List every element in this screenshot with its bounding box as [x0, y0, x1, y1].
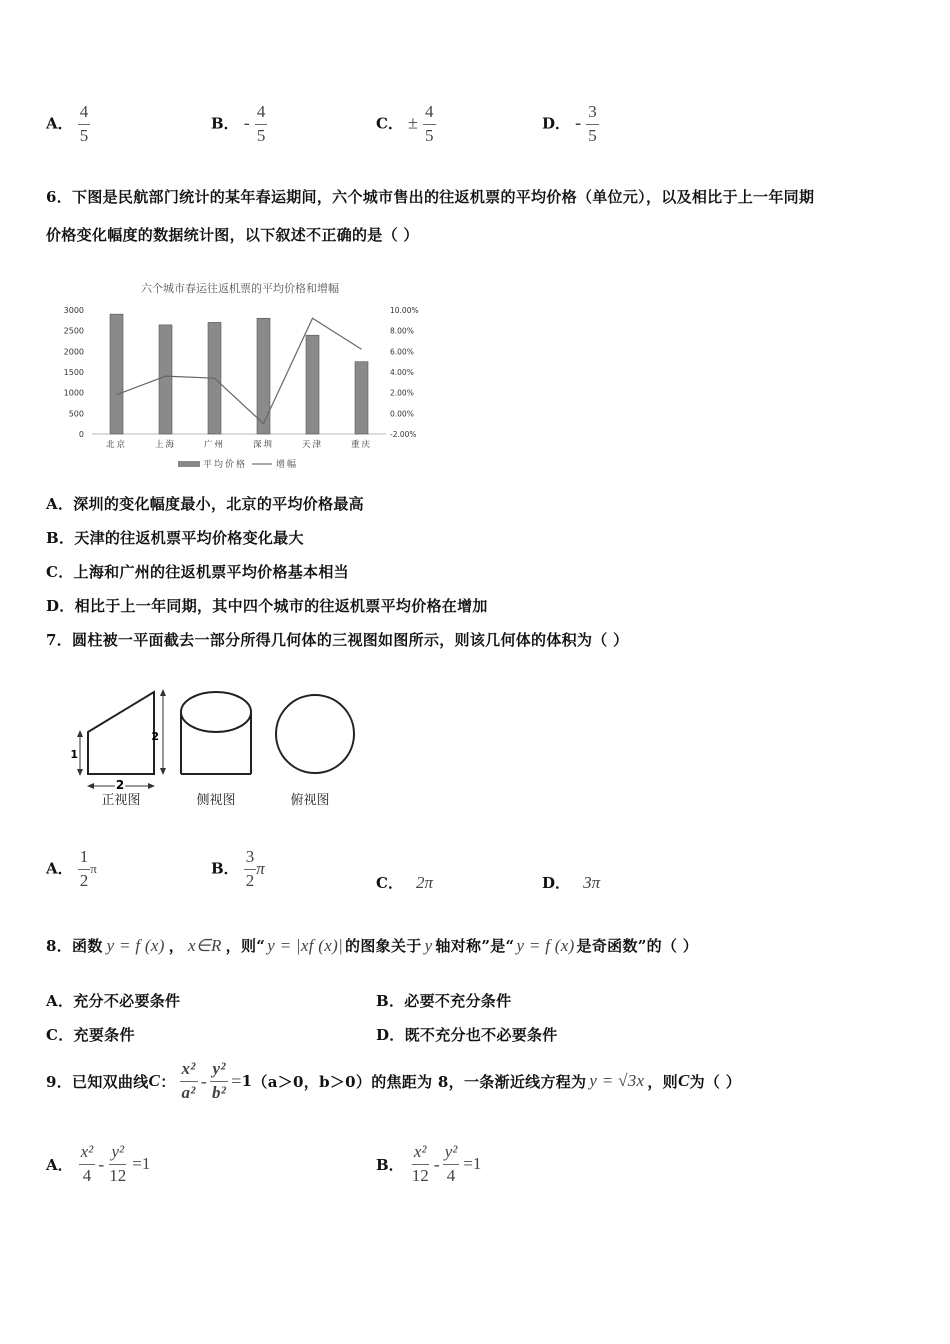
option-letter: A． — [46, 114, 73, 133]
option-letter: B． — [376, 1155, 404, 1174]
q9-text-1: 9．已知双曲线 — [46, 1072, 149, 1091]
q5-option-a — [46, 103, 90, 145]
q6-chart — [56, 276, 436, 476]
rhs: =1 — [463, 1154, 482, 1174]
q9-text-2: ，则 — [647, 1072, 678, 1091]
q8-math-4: y — [424, 936, 433, 955]
category-label: 上海 — [154, 440, 177, 450]
left-tick-label: 2000 — [63, 347, 84, 357]
numerator: y² — [210, 1060, 227, 1082]
growth-line — [117, 318, 362, 423]
q6-option-a — [46, 493, 364, 514]
q5-option-c — [376, 103, 436, 145]
dim-arrow-right — [160, 689, 166, 775]
option-letter: A． — [46, 992, 74, 1010]
q7-option-d — [542, 872, 600, 893]
q7-three-views — [70, 680, 370, 815]
right-tick-label: -2.00% — [390, 430, 417, 439]
legend-line-label: 增幅 — [276, 460, 299, 470]
denominator: 5 — [256, 125, 266, 145]
fraction — [244, 848, 257, 890]
numerator: 3 — [244, 848, 257, 870]
sign: - — [575, 112, 582, 133]
q8-stem — [46, 935, 698, 956]
bar-0 — [110, 314, 123, 434]
chart-legend — [178, 458, 298, 470]
q8-option-d — [376, 1024, 558, 1045]
option-letter: A． — [46, 495, 74, 513]
fraction-x — [410, 1143, 431, 1185]
q7-stem: 7．圆柱被一平面截去一部分所得几何体的三视图如图所示，则该几何体的体积为（ ） — [46, 631, 629, 649]
denominator: b² — [212, 1082, 227, 1102]
q5-option-d — [542, 103, 599, 145]
option-letter: A． — [46, 1155, 73, 1174]
q9-stem — [46, 1060, 741, 1102]
numerator: 4 — [423, 103, 436, 125]
category-label: 深圳 — [252, 440, 275, 450]
option-letter: B． — [211, 859, 239, 878]
fraction-y — [210, 1060, 228, 1102]
fraction-y — [443, 1143, 460, 1185]
side-view-shape — [181, 692, 251, 774]
minus-sign: - — [433, 1153, 440, 1174]
right-tick-label: 10.00% — [390, 306, 419, 315]
q6-stem-line1: 6．下图是民航部门统计的某年春运期间，六个城市售出的往返机票的平均价格（单位元），以及相比于上一年同期 — [46, 188, 815, 206]
q8-text-2: ， — [168, 937, 185, 955]
option-letter: D． — [376, 1026, 405, 1044]
numerator: y² — [443, 1143, 460, 1165]
sign: - — [243, 112, 250, 133]
right-tick-label: 8.00% — [390, 326, 414, 336]
fraction — [78, 103, 91, 145]
numerator: 4 — [78, 103, 91, 125]
q8-text-4: 的图象关于 — [345, 937, 422, 955]
bar-1 — [159, 325, 172, 434]
q5-option-b — [211, 103, 267, 145]
legend-bar-swatch — [178, 461, 200, 467]
q8-option-a — [46, 990, 180, 1011]
option-letter: C． — [46, 563, 74, 581]
q8-option-b — [376, 990, 511, 1011]
numerator: 4 — [255, 103, 268, 125]
top-view-label: 俯视图 — [290, 793, 330, 808]
q8-text-5: 轴对称”是“ — [435, 937, 515, 955]
denominator: 5 — [425, 125, 434, 145]
bar-5 — [355, 362, 368, 434]
bar-3 — [257, 318, 270, 434]
pi-symbol: π — [256, 859, 265, 879]
option-letter: D． — [542, 114, 571, 133]
equals-sign: = — [231, 1070, 242, 1091]
fraction-y — [107, 1143, 128, 1185]
chart-title: 六个城市春运往返机票的平均价格和增幅 — [141, 282, 339, 295]
q9-option-b — [376, 1143, 481, 1185]
q8-math-3: y = |xf (x)| — [267, 936, 344, 955]
side-view-label: 侧视图 — [196, 793, 236, 808]
fraction — [78, 848, 91, 890]
top-view-shape — [276, 695, 354, 773]
option-expr: 2π — [416, 873, 434, 892]
q6-option-d — [46, 595, 488, 616]
option-text: 必要不充分条件 — [404, 992, 512, 1010]
left-tick-label: 0 — [78, 430, 84, 439]
q7-option-c — [376, 872, 433, 893]
option-letter: D． — [542, 874, 571, 892]
front-view-label: 正视图 — [101, 793, 141, 808]
chart-bars — [110, 314, 368, 434]
numerator: x² — [79, 1143, 96, 1165]
chart-line — [117, 318, 362, 423]
numerator: y² — [109, 1143, 126, 1165]
left-tick-label: 1500 — [63, 368, 84, 377]
denominator: 5 — [79, 125, 89, 145]
option-text: 充要条件 — [73, 1026, 135, 1044]
option-letter: D． — [46, 597, 75, 615]
fraction — [423, 103, 436, 145]
category-label: 广州 — [203, 440, 226, 450]
pi-symbol: π — [90, 861, 97, 877]
q9-condition: （a＞0，b＞0）的焦距为 8，一条渐近线方程为 — [252, 1072, 587, 1091]
fraction-x — [180, 1060, 198, 1102]
bar-4 — [306, 335, 319, 434]
denominator: 12 — [411, 1165, 429, 1185]
curve-name: C — [148, 1071, 161, 1091]
left-tick-label: 2500 — [63, 326, 84, 336]
option-text: 深圳的变化幅度最小，北京的平均价格最高 — [73, 495, 364, 513]
q8-text-3: ，则“ — [225, 937, 266, 955]
denominator: 2 — [245, 870, 255, 890]
q6-option-c — [46, 561, 349, 582]
q8-option-c — [46, 1024, 135, 1045]
minus-sign: - — [200, 1070, 207, 1091]
left-tick-label: 500 — [68, 409, 84, 419]
numerator: x² — [412, 1143, 429, 1165]
option-text: 相比于上一年同期，其中四个城市的往返机票平均价格在增加 — [74, 597, 488, 615]
denominator: 4 — [82, 1165, 92, 1185]
option-expr: 3π — [583, 873, 601, 892]
fraction-x — [79, 1143, 96, 1185]
category-label: 重庆 — [350, 440, 373, 450]
dim-right-label: 2 — [151, 730, 159, 743]
option-letter: B． — [46, 529, 75, 547]
q9-text-3: 为（ ） — [689, 1072, 742, 1091]
denominator: a² — [181, 1082, 196, 1102]
front-view-shape — [88, 692, 154, 774]
q8-math-1: y = f (x) — [106, 936, 165, 955]
dim-left-label: 1 — [70, 748, 78, 761]
right-tick-label: 4.00% — [390, 368, 414, 377]
option-letter: B． — [376, 992, 405, 1010]
curve-name-2: C — [677, 1071, 690, 1091]
option-letter: B． — [211, 114, 239, 133]
category-label: 天津 — [301, 440, 324, 450]
left-tick-label: 1000 — [63, 388, 84, 398]
numerator: 3 — [586, 103, 599, 125]
numerator: 1 — [78, 848, 91, 870]
q9-colon: ： — [160, 1072, 176, 1091]
q8-math-2: x∈R — [188, 936, 222, 955]
q7-option-a — [46, 848, 97, 890]
right-tick-label: 2.00% — [390, 388, 414, 398]
minus-sign: - — [98, 1153, 105, 1174]
q9-option-a — [46, 1143, 150, 1185]
option-text: 充分不必要条件 — [73, 992, 181, 1010]
denominator: 2 — [79, 870, 89, 890]
denominator: 12 — [109, 1165, 127, 1185]
option-text: 上海和广州的往返机票平均价格基本相当 — [73, 563, 349, 581]
q8-text-1: 8．函数 — [46, 937, 103, 955]
right-tick-label: 0.00% — [390, 409, 414, 419]
option-letter: C． — [376, 874, 403, 892]
q7-option-b — [211, 848, 265, 890]
q8-text-6: 是奇函数”的（ ） — [576, 937, 699, 955]
denominator: 5 — [588, 125, 597, 145]
sign: ± — [408, 112, 418, 133]
q6-option-b — [46, 527, 304, 548]
q9-one: 1 — [241, 1072, 253, 1091]
asymptote-eq: y = √3x — [589, 1071, 645, 1091]
option-text: 既不充分也不必要条件 — [404, 1026, 558, 1044]
legend-bar-label: 平均价格 — [203, 460, 248, 470]
category-label: 北京 — [105, 440, 128, 450]
option-letter: A． — [46, 859, 73, 878]
numerator: x² — [180, 1060, 198, 1082]
option-letter: C． — [46, 1026, 74, 1044]
option-text: 天津的往返机票平均价格变化最大 — [74, 529, 304, 547]
right-tick-label: 6.00% — [390, 347, 414, 357]
q8-math-5: y = f (x) — [516, 936, 575, 955]
denominator: 4 — [446, 1165, 456, 1185]
fraction — [255, 103, 268, 145]
dim-width-label: 2 — [115, 778, 125, 792]
fraction — [586, 103, 599, 145]
rhs: =1 — [132, 1154, 151, 1174]
left-tick-label: 3000 — [63, 306, 84, 315]
q6-stem-line2: 价格变化幅度的数据统计图，以下叙述不正确的是（ ） — [46, 226, 419, 244]
option-letter: C． — [376, 114, 403, 133]
